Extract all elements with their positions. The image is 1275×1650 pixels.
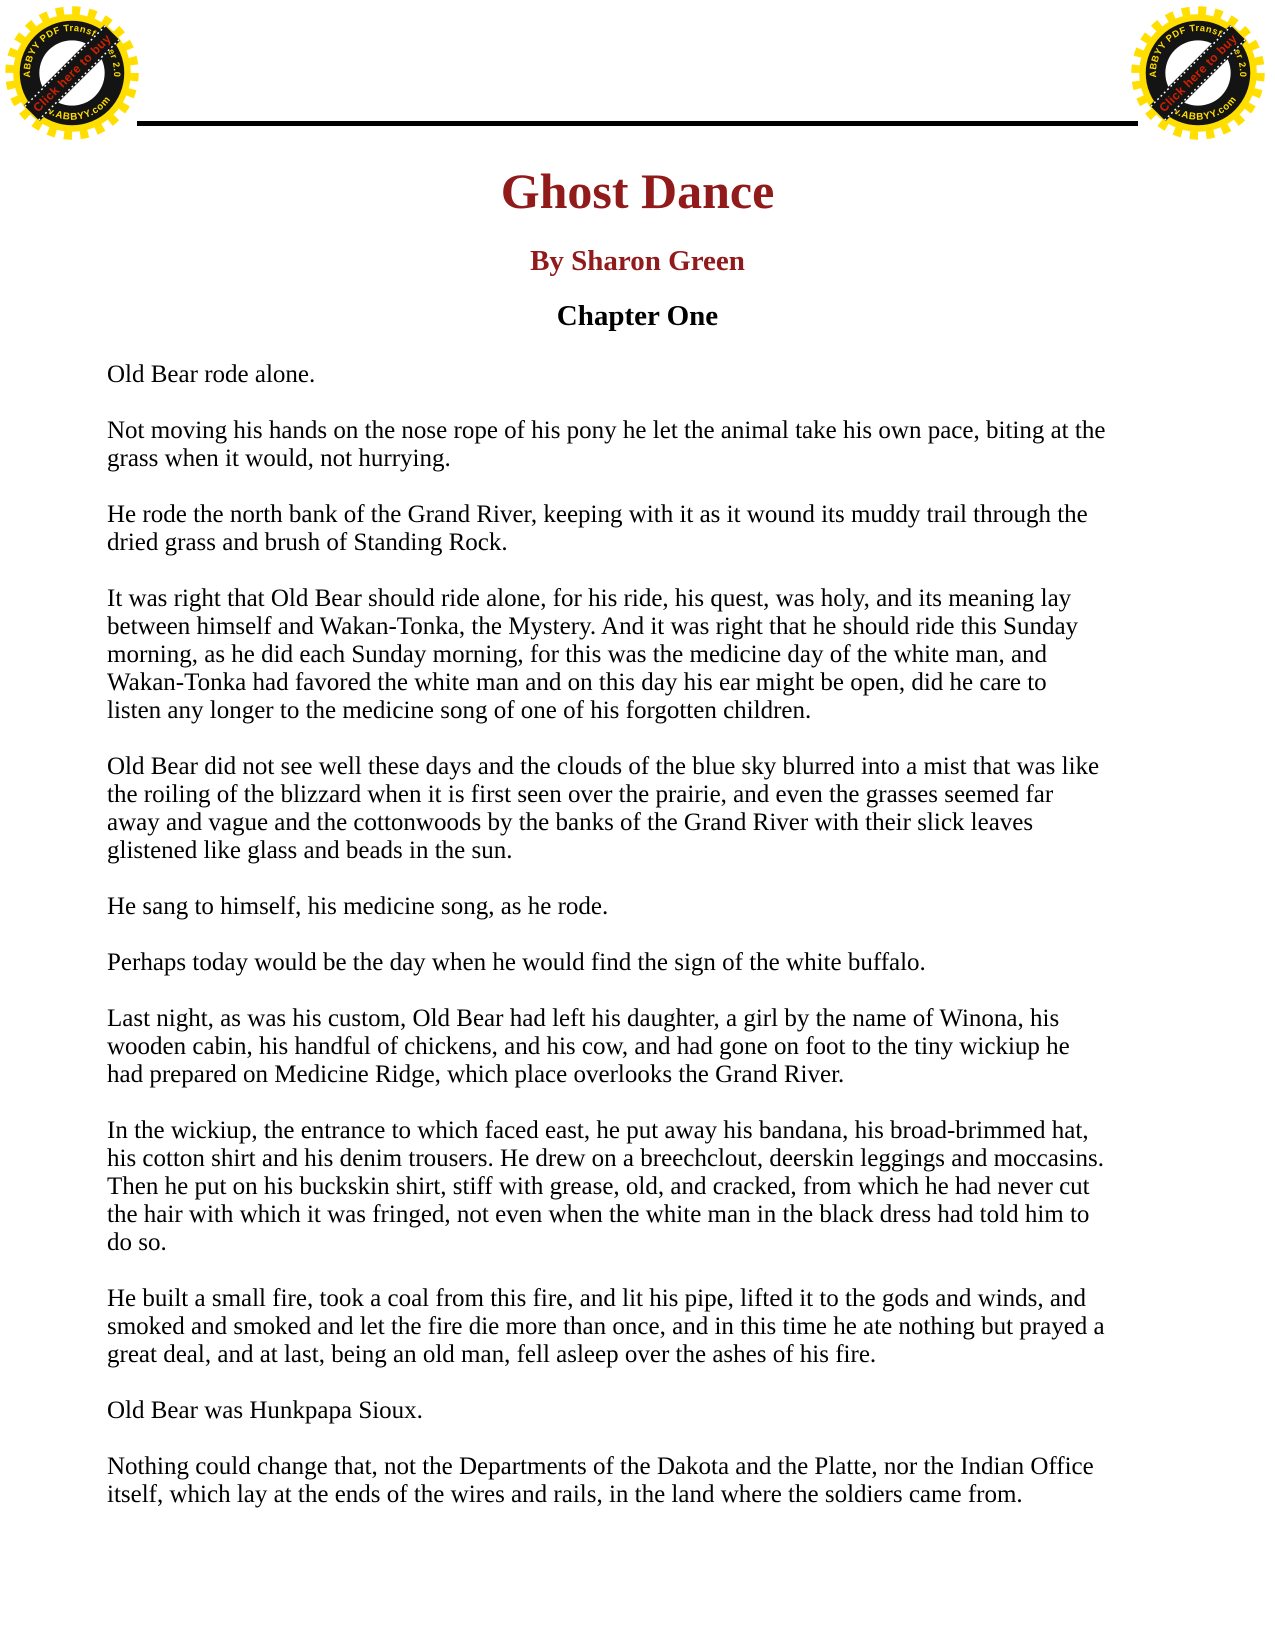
abbyy-watermark-stamp-left[interactable]: [2, 3, 142, 143]
paragraph: Old Bear did not see well these days and the clouds of the blue sky blurred into a mist that was like the roiling of the blizzard when it is first seen over the prairie, and even the grasses seemed far away and vague and the cottonwoods by the banks of the Grand River with their slick leaves glistened like glass and beads in the sun.: [107, 752, 1100, 864]
paragraph: Last night, as was his custom, Old Bear had left his daughter, a girl by the name of Winona, his wooden cabin, his handful of chickens, and his cow, and had gone on foot to the tiny wickiup he had prepared on Medicine Ridge, which place overlooks the Grand River.: [107, 1004, 1070, 1088]
paragraph: Old Bear was Hunkpapa Sioux.: [107, 1396, 423, 1424]
chapter-heading: Chapter One: [556, 300, 719, 333]
page-header: [0, 0, 1275, 148]
paragraph: Old Bear rode alone.: [107, 360, 316, 388]
paragraph: He rode the north bank of the Grand River, keeping with it as it wound its muddy trail through the dried grass and brush of Standing Rock.: [107, 500, 1088, 556]
paragraph: He built a small fire, took a coal from this fire, and lit his pipe, lifted it to the gods and winds, and smoked and smoked and let the fire die more than once, and in this time he ate nothing but prayed a great deal, and at last, being an old man, fell asleep over the ashes of his fire.: [107, 1284, 1105, 1368]
paragraph: Not moving his hands on the nose rope of his pony he let the animal take his own pace, biting at the grass when it would, not hurrying.: [107, 416, 1106, 472]
byline: By Sharon Green: [530, 245, 745, 277]
abbyy-watermark-stamp-right[interactable]: [1128, 3, 1268, 143]
page-title: Ghost Dance: [500, 163, 775, 219]
header-divider-line: [137, 121, 1138, 126]
paragraph: Perhaps today would be the day when he would find the sign of the white buffalo.: [107, 948, 926, 976]
paragraph: In the wickiup, the entrance to which faced east, he put away his bandana, his broad-brimmed hat, his cotton shirt and his denim trousers. He drew on a breechclout, deerskin leggings and moccasins. Then he put on his buckskin shirt, stiff with grease, old, and cracked, from which he had never cut the hair with which it was fringed, not even when the white man in the black dress had told him to do so.: [107, 1116, 1104, 1256]
paragraph: He sang to himself, his medicine song, as he rode.: [107, 892, 609, 920]
paragraph: Nothing could change that, not the Departments of the Dakota and the Platte, nor the Indian Office itself, which lay at the ends of the wires and rails, in the land where the soldiers came from.: [107, 1452, 1094, 1508]
paragraph: It was right that Old Bear should ride alone, for his ride, his quest, was holy, and its meaning lay between himself and Wakan-Tonka, the Mystery. And it was right that he should ride this Sunday morning, as he did each Sunday morning, for this was the medicine day of the white man, and Wakan-Tonka had favored the white man and on this day his ear might be open, did he care to listen any longer to the medicine song of one of his forgotten children.: [107, 584, 1079, 724]
body-text: [0, 361, 1275, 1509]
